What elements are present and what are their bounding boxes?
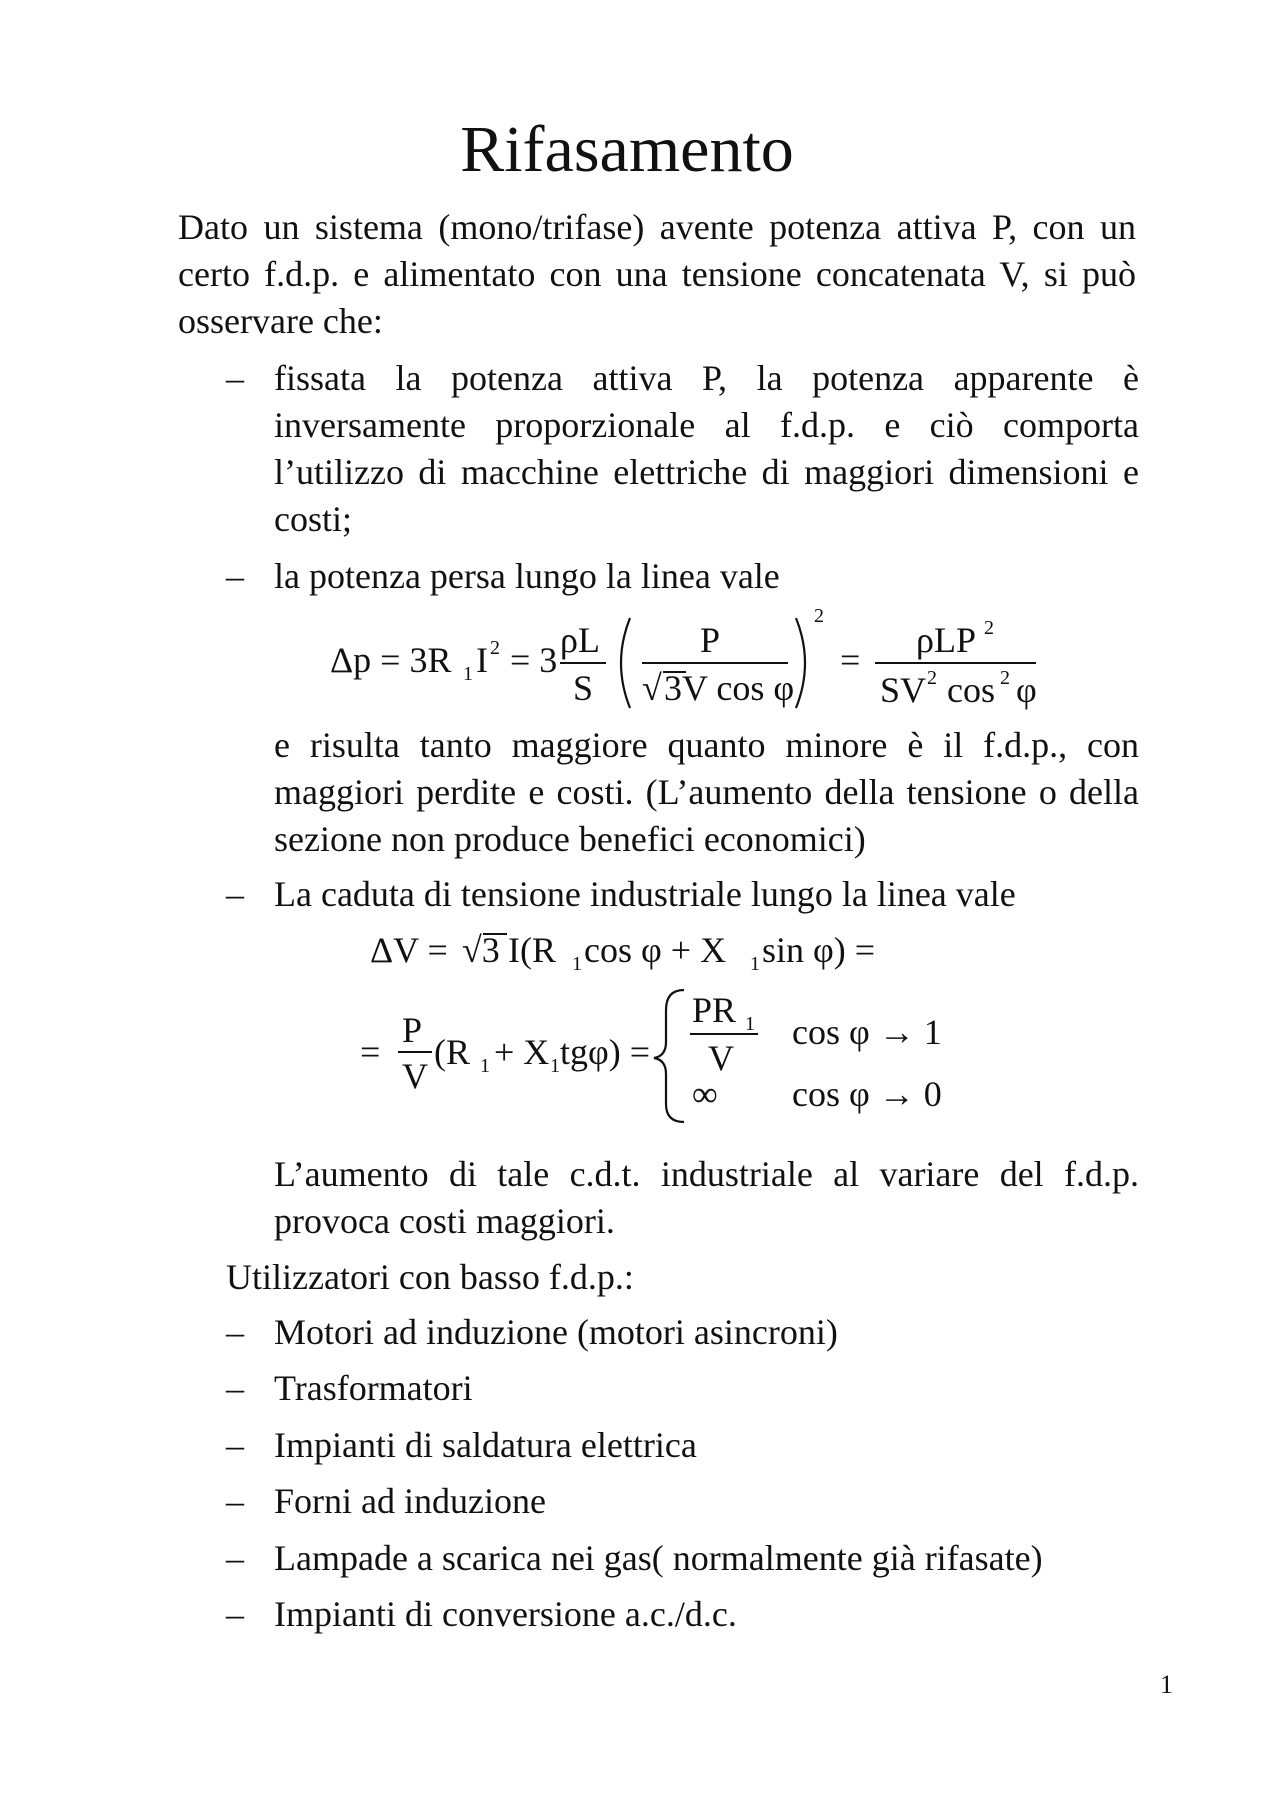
- page-number: 1: [1160, 1670, 1173, 1699]
- fraction-numerator: P: [700, 620, 721, 660]
- list-item-text: Trasformatori: [274, 1368, 473, 1408]
- formula-line1: I(R: [508, 930, 556, 970]
- case-condition: cos φ → 1: [792, 1012, 942, 1052]
- denominator-exponent: 2: [1000, 667, 1010, 689]
- bullet-text: la potenza persa lungo la linea vale: [274, 556, 780, 596]
- fraction-denominator: φ: [1016, 670, 1037, 710]
- list-item-text: Motori ad induzione (motori asincroni): [274, 1312, 838, 1352]
- bullet-dash: –: [226, 874, 244, 914]
- voltage-drop-explanation: L’aumento di tale c.d.t. industriale al variare del f.d.p. provoca costi maggiori.: [274, 1154, 1139, 1241]
- case-brace: [654, 990, 684, 1122]
- bullet-text: La caduta di tensione industriale lungo la linea vale: [274, 874, 1016, 914]
- formula-subscript: 1: [463, 663, 473, 685]
- formula-lhs: Δp = 3R: [330, 640, 452, 680]
- bullet-text: fissata la potenza attiva P, la potenza apparente è inversamente proporzionale al f.d.p. e ciò comporta l’utilizzo di macchine elettriche di maggiori dimensioni e costi;: [274, 358, 1139, 539]
- fraction-denominator: V: [402, 1056, 428, 1096]
- fraction-denominator: S: [573, 668, 594, 708]
- case-numerator: PR: [692, 990, 737, 1030]
- bullet-dash: –: [226, 1425, 244, 1465]
- formula-equals: =: [360, 1032, 381, 1072]
- fraction-denominator: SV: [880, 670, 927, 710]
- formula-equals-three: = 3: [510, 640, 558, 680]
- formula-line2: tgφ) =: [560, 1032, 651, 1072]
- formula-line1: cos φ + X: [584, 930, 727, 970]
- power-loss-formula: [330, 605, 1050, 718]
- formula-equals: =: [840, 640, 861, 680]
- voltage-drop-formula: [362, 922, 1002, 1132]
- formula-current: I: [476, 640, 488, 680]
- bullet-dash: –: [226, 1312, 244, 1352]
- page-title: Rifasamento: [460, 113, 794, 186]
- left-paren: [621, 618, 630, 708]
- case-denominator: V: [708, 1038, 734, 1078]
- list-item-text: Lampade a scarica nei gas( normalmente già rifasate): [274, 1538, 1043, 1578]
- formula-subscript: 1: [750, 953, 760, 975]
- numerator-exponent: 2: [984, 617, 994, 639]
- case-condition: cos φ → 0: [792, 1074, 942, 1114]
- bullet-dash: –: [226, 556, 244, 596]
- users-heading: Utilizzatori con basso f.d.p.:: [226, 1257, 634, 1297]
- fraction-denominator: 3V cos φ: [664, 668, 795, 708]
- case-value: ∞: [692, 1074, 718, 1114]
- list-item-text: Impianti di conversione a.c./d.c.: [274, 1594, 737, 1634]
- bullet-dash: –: [226, 1368, 244, 1408]
- power-loss-formula-svg: [330, 605, 1050, 718]
- formula-line1: ΔV =: [370, 930, 448, 970]
- formula-subscript: 1: [745, 1013, 755, 1035]
- formula-subscript: 1: [550, 1055, 560, 1077]
- formula-line2: + X: [494, 1032, 550, 1072]
- bullet-dash: –: [226, 358, 244, 398]
- intro-paragraph: Dato un sistema (mono/trifase) avente potenza attiva P, con un certo f.d.p. e alimentato con una tensione concatenata V, si può osservare che:: [178, 207, 1136, 341]
- fraction-numerator: ρL: [560, 620, 600, 660]
- bullet-dash: –: [226, 1538, 244, 1578]
- sqrt-three: √3: [462, 930, 500, 970]
- outer-exponent: 2: [814, 605, 824, 627]
- list-item-text: Forni ad induzione: [274, 1481, 546, 1521]
- bullet-dash: –: [226, 1481, 244, 1521]
- loss-explanation: e risulta tanto maggiore quanto minore è il f.d.p., con maggiori perdite e costi. (L’aumento della tensione o della sezione non produce benefici economici): [274, 725, 1139, 859]
- list-item-text: Impianti di saldatura elettrica: [274, 1425, 697, 1465]
- fraction-numerator: P: [402, 1010, 423, 1050]
- fraction-denominator: cos: [947, 670, 995, 710]
- denominator-exponent: 2: [927, 667, 937, 689]
- formula-subscript: 1: [572, 953, 582, 975]
- fraction-numerator: ρLP: [916, 620, 976, 660]
- formula-line2: (R: [434, 1032, 470, 1072]
- formula-subscript: 1: [480, 1055, 490, 1077]
- formula-line1: sin φ) =: [762, 930, 876, 970]
- right-paren: [796, 618, 805, 708]
- sqrt-sign: √: [642, 668, 662, 708]
- formula-superscript: 2: [490, 637, 500, 659]
- voltage-drop-formula-svg: [362, 922, 1002, 1132]
- bullet-dash: –: [226, 1594, 244, 1634]
